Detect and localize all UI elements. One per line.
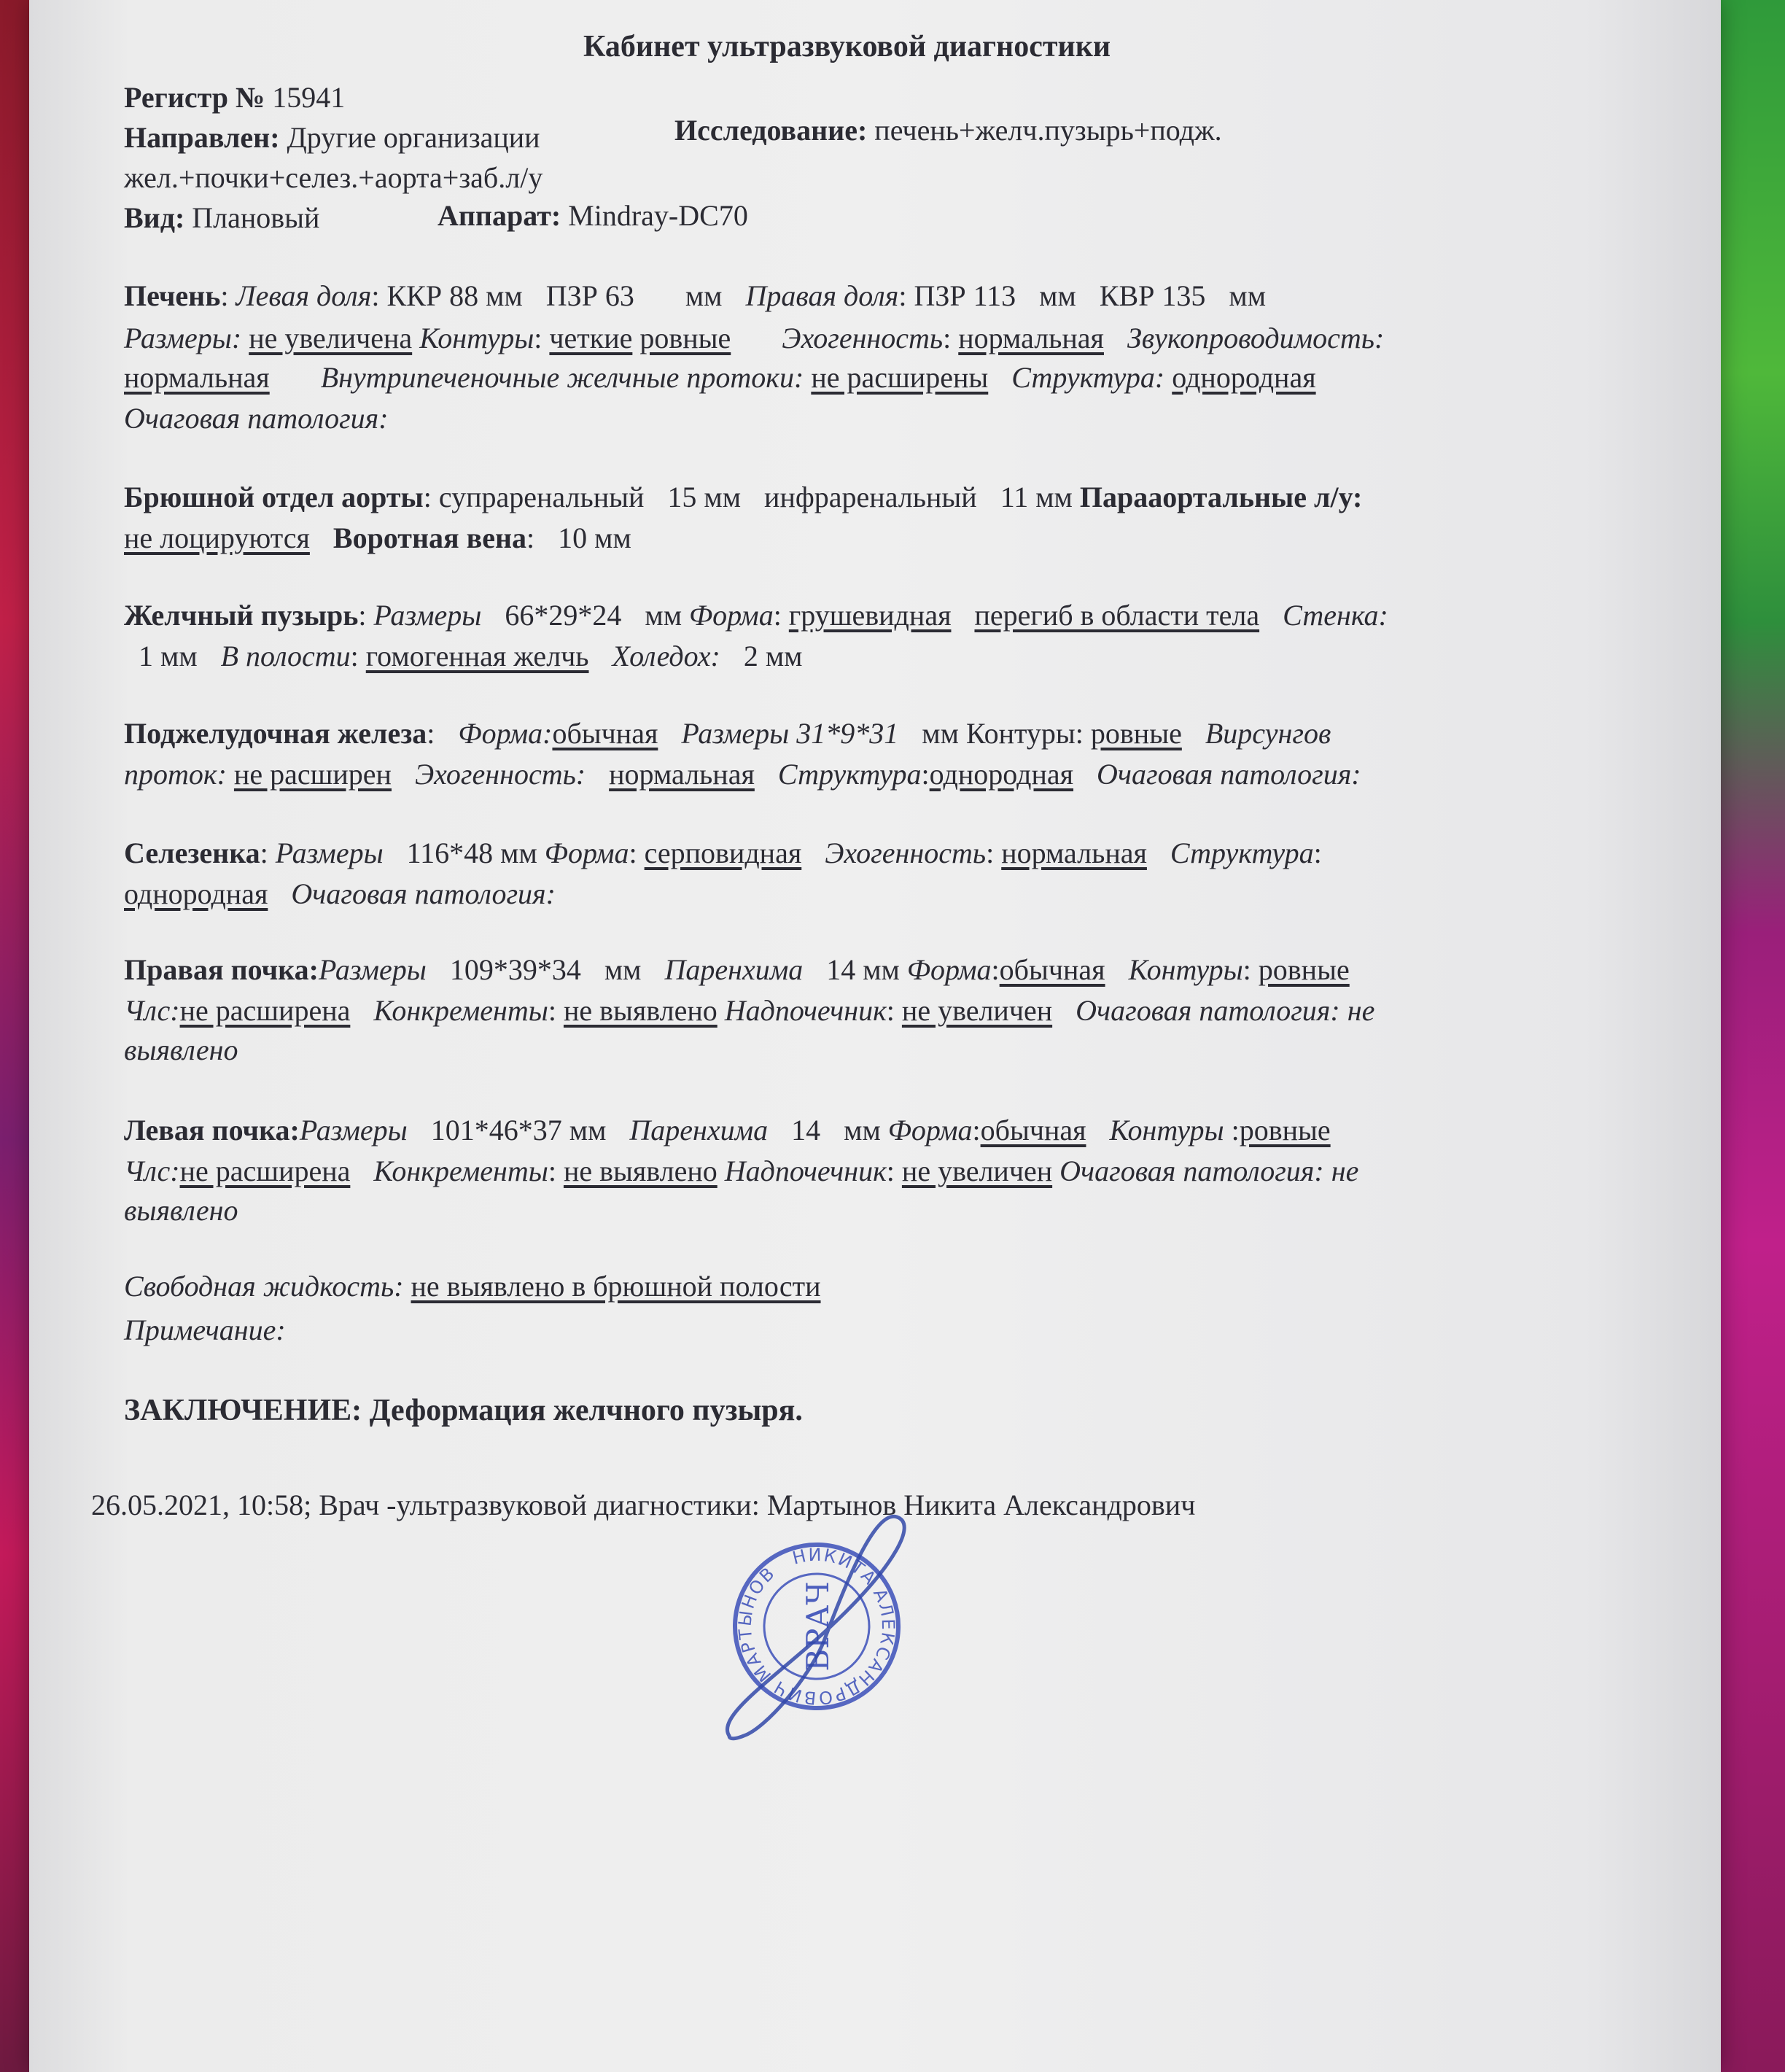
liver-echo-label: Эхогенность <box>782 322 944 354</box>
pancreas-contours-label: Контуры: <box>965 717 1084 750</box>
right-kidney-form-label: Форма <box>906 953 992 986</box>
unit-mm: мм <box>500 837 537 869</box>
aorta-line-2: не лоцируются Воротная вена: 10 мм <box>124 521 631 554</box>
left-kidney-focal-value: не <box>1331 1155 1359 1187</box>
spleen-focal-label: Очаговая патология: <box>291 877 556 910</box>
portal-vein-value: 10 <box>558 521 588 554</box>
unit-mm: мм <box>1035 481 1073 513</box>
liver-focal-label: Очаговая патология: <box>124 402 389 435</box>
conclusion-value: Деформация желчного пузыря. <box>369 1394 803 1427</box>
right-kidney-line-1: Правая почка:Размеры 109*39*34 мм Паренхима 14 мм Форма:обычная Контуры: ровные <box>124 953 1350 986</box>
right-kidney-contours-value: ровные <box>1258 953 1350 986</box>
aorta-supra-label: супраренальный <box>438 481 645 513</box>
right-kidney-sizes-value: 109*39*34 <box>449 953 581 986</box>
study-label: Исследование: <box>674 114 868 147</box>
pancreas-form-label: Форма: <box>458 717 553 750</box>
liver-sound-value: нормальная <box>124 361 270 394</box>
aorta-line-1: Брюшной отдел аорты: супраренальный 15 мм инфраренальный 11 мм Парааортальные л/у: <box>124 481 1363 513</box>
study-value-1: печень+желч.пузырь+подж. <box>874 114 1222 147</box>
liver-structure-value: однородная <box>1172 361 1316 394</box>
pancreas-sizes-value: 31*9*31 <box>796 717 899 750</box>
right-kidney-parenchyma-value: 14 <box>826 953 856 986</box>
choledoch-label: Холедох: <box>612 640 720 672</box>
gallbladder-form-label: Форма <box>689 599 774 632</box>
right-kidney-focal-value: не <box>1347 994 1375 1027</box>
device-label: Аппарат: <box>438 199 561 232</box>
liver-line-4 <box>124 401 389 436</box>
study-line-2 <box>124 160 542 195</box>
doctor-stamp <box>700 1495 933 1758</box>
device-line <box>438 198 748 233</box>
unit-mm: мм <box>594 521 631 554</box>
unit-mm: мм <box>604 953 642 986</box>
left-kidney-contours-value: ровные <box>1239 1114 1331 1146</box>
gallbladder-cavity-value: гомогенная желчь <box>365 640 589 672</box>
spleen-form-value: серповидная <box>644 837 802 869</box>
unit-mm: мм <box>569 1114 607 1146</box>
note-label: Примечание: <box>124 1314 286 1346</box>
right-kidney-focal-label: Очаговая патология: <box>1076 994 1340 1027</box>
left-kidney-line-3 <box>124 1193 238 1228</box>
choledoch-value: 2 <box>743 640 758 672</box>
unit-mm: мм <box>1039 279 1076 312</box>
pancreas-sizes-label: Размеры <box>681 717 790 750</box>
conclusion-label: ЗАКЛЮЧЕНИЕ: <box>124 1394 362 1427</box>
free-fluid-value: не выявлено в брюшной полости <box>411 1270 821 1303</box>
unit-mm: мм <box>685 279 723 312</box>
liver-ducts-label: Внутрипеченочные желчные протоки: <box>320 361 804 394</box>
unit-mm: мм <box>704 481 742 513</box>
device-value: Mindray-DC70 <box>568 199 748 232</box>
liver-line-1: Печень: Левая доля: ККР 88 мм ПЗР 63 мм Правая доля: ПЗР 113 мм КВР 135 мм <box>124 279 1266 312</box>
left-kidney-focal-label: Очаговая патология: <box>1059 1155 1324 1187</box>
pzr-label: ПЗР <box>545 279 598 312</box>
right-kidney-line-3 <box>124 1033 238 1068</box>
pzr-left-value: 63 <box>604 279 634 312</box>
pancreas-echo-value: нормальная <box>609 758 755 791</box>
type-label: Вид: <box>124 201 185 234</box>
liver-contours-value-1: четкие <box>549 322 633 354</box>
left-kidney-parenchyma-value: 14 <box>791 1114 821 1146</box>
left-kidney-focal-value-2: выявлено <box>124 1194 238 1227</box>
right-kidney-focal-value-2: выявлено <box>124 1033 238 1066</box>
left-kidney-line-1: Левая почка:Размеры 101*46*37 мм Паренхима 14 мм Форма:обычная Контуры :ровные <box>124 1114 1331 1146</box>
pancreas-label: Поджелудочная железа <box>124 717 427 750</box>
pancreas-structure-label: Структура <box>777 758 922 791</box>
pancreas-line-1: Поджелудочная железа: Форма:обычная Размеры 31*9*31 мм Контуры: ровные Вирсунгов <box>124 717 1331 750</box>
liver-line-2: Размеры: не увеличена Контуры: четкие ровные Эхогенность: нормальная Звукопроводимость: <box>124 322 1385 354</box>
right-kidney-sizes-label: Размеры <box>318 953 427 986</box>
unit-mm: мм <box>486 279 523 312</box>
gallbladder-line-1: Желчный пузырь: Размеры 66*29*24 мм Форма: грушевидная перегиб в области тела Стенка: <box>124 599 1388 632</box>
kvr-value: 135 <box>1162 279 1206 312</box>
gallbladder-sizes-label: Размеры <box>373 599 482 632</box>
unit-mm: мм <box>922 717 959 750</box>
gallbladder-cavity-label: В полости <box>220 640 351 672</box>
type-value: Плановый <box>192 201 320 234</box>
left-kidney-contours-label: Контуры <box>1109 1114 1224 1146</box>
liver-sound-label: Звукопроводимость: <box>1127 322 1385 354</box>
left-kidney-sizes-label: Размеры <box>299 1114 408 1146</box>
register-label: Регистр № <box>124 81 265 114</box>
liver-structure-label: Структура: <box>1011 361 1165 394</box>
free-fluid-line <box>124 1269 821 1304</box>
referral-label: Направлен: <box>124 121 280 154</box>
spleen-structure-value: однородная <box>124 877 268 910</box>
pancreas-contours-value: ровные <box>1090 717 1182 750</box>
spleen-sizes-label: Размеры <box>275 837 384 869</box>
spleen-form-label: Форма <box>544 837 629 869</box>
register-line <box>124 80 345 115</box>
liver-right-lobe-label: Правая доля <box>745 279 899 312</box>
liver-line-3 <box>124 360 1316 395</box>
spleen-structure-label: Структура <box>1170 837 1314 869</box>
conclusion-line <box>124 1393 803 1428</box>
left-kidney-sizes-value: 101*46*37 <box>430 1114 562 1146</box>
pancreas-line-2: проток: не расширен Эхогенность: нормальная Структура:однородная Очаговая патология: <box>124 758 1361 791</box>
spleen-sizes-value: 116*48 <box>406 837 494 869</box>
right-kidney-chls-label: Члс: <box>124 994 180 1027</box>
right-kidney-label: Правая почка: <box>124 953 319 986</box>
type-line <box>124 201 319 236</box>
gallbladder-form-value: грушевидная <box>788 599 952 632</box>
left-kidney-chls-value: не расширена <box>179 1155 351 1187</box>
left-kidney-stones-label: Конкременты <box>373 1155 548 1187</box>
gallbladder-line-2: 1 мм В полости: гомогенная желчь Холедох: 2 мм <box>139 640 803 672</box>
liver-contours-value-2: ровные <box>639 322 731 354</box>
right-kidney-contours-label: Контуры <box>1128 953 1243 986</box>
pancreas-focal-label: Очаговая патология: <box>1097 758 1361 791</box>
pzr-label: ПЗР <box>914 279 966 312</box>
spleen-line-1: Селезенка: Размеры 116*48 мм Форма: серповидная Эхогенность: нормальная Структура: <box>124 837 1322 869</box>
report-datetime: 26.05.2021, 10:58; <box>91 1489 312 1521</box>
spleen-echo-label: Эхогенность <box>825 837 987 869</box>
aorta-label: Брюшной отдел аорты <box>124 481 424 513</box>
stamp-center-text: ВРАЧ <box>800 1581 836 1672</box>
left-kidney-parenchyma-label: Паренхима <box>629 1114 769 1146</box>
gallbladder-sizes-value: 66*29*24 <box>505 599 622 632</box>
right-kidney-chls-value: не расширена <box>179 994 351 1027</box>
spleen-line-2 <box>124 877 556 912</box>
free-fluid-label: Свободная жидкость: <box>124 1270 404 1303</box>
aorta-infra-label: инфраренальный <box>764 481 977 513</box>
left-kidney-chls-label: Члс: <box>124 1155 180 1187</box>
pzr-right-value: 113 <box>973 279 1016 312</box>
pancreas-duct-label: Вирсунгов <box>1205 717 1331 750</box>
unit-mm: мм <box>863 953 900 986</box>
right-kidney-stones-value: не выявлено <box>563 994 718 1027</box>
note-line <box>124 1313 286 1348</box>
left-kidney-line-2: Члс:не расширена Конкременты: не выявлено Надпочечник: не увеличен Очаговая патология: не <box>124 1155 1359 1187</box>
liver-sizes-label: Размеры: <box>124 322 242 354</box>
left-kidney-form-label: Форма <box>887 1114 973 1146</box>
gallbladder-wall-value: 1 <box>139 640 153 672</box>
aorta-infra-value: 11 <box>1000 481 1029 513</box>
pancreas-duct-label-2: проток: <box>124 758 227 791</box>
liver-ducts-value: не расширены <box>811 361 989 394</box>
pancreas-structure-value: однородная <box>929 758 1074 791</box>
pancreas-form-value: обычная <box>552 717 658 750</box>
doctor-label: Врач -ультразвуковой диагностики: <box>319 1489 760 1521</box>
aorta-supra-value: 15 <box>667 481 697 513</box>
footer-line <box>91 1488 1195 1523</box>
left-kidney-form-value: обычная <box>980 1114 1086 1146</box>
kkr-value: 88 <box>449 279 479 312</box>
unit-mm: мм <box>160 640 198 672</box>
liver-echo-value: нормальная <box>958 322 1104 354</box>
spleen-label: Селезенка <box>124 837 260 869</box>
gallbladder-bend: перегиб в области тела <box>974 599 1260 632</box>
unit-mm: мм <box>844 1114 881 1146</box>
unit-mm: мм <box>645 599 682 632</box>
spleen-echo-value: нормальная <box>1001 837 1147 869</box>
kvr-label: КВР <box>1099 279 1155 312</box>
left-kidney-stones-value: не выявлено <box>563 1155 718 1187</box>
study-value-2: жел.+почки+селез.+аорта+заб.л/у <box>124 161 543 194</box>
stamp-ring-text: НИКИТА АЛЕКСАНДРОВИЧ МАРТЫНОВ <box>734 1544 899 1709</box>
referral-line <box>124 120 540 155</box>
left-kidney-label: Левая почка: <box>124 1114 300 1146</box>
study-line <box>674 113 1222 148</box>
paraaortal-value: не лоцируются <box>124 521 310 554</box>
right-kidney-parenchyma-label: Паренхима <box>664 953 804 986</box>
doctor-name: Мартынов Никита Александрович <box>766 1489 1196 1521</box>
paraaortal-label: Парааортальные л/у: <box>1079 481 1363 513</box>
portal-vein-label: Воротная вена <box>332 521 527 554</box>
unit-mm: мм <box>765 640 803 672</box>
pancreas-duct-value: не расширен <box>233 758 392 791</box>
liver-label: Печень <box>124 279 221 312</box>
liver-contours-label: Контуры <box>419 322 534 354</box>
unit-mm: мм <box>1229 279 1266 312</box>
gallbladder-label: Желчный пузырь <box>124 599 359 632</box>
left-kidney-adrenal-value: не увеличен <box>901 1155 1053 1187</box>
register-value: 15941 <box>272 81 346 114</box>
liver-sizes-value: не увеличена <box>249 322 413 354</box>
liver-left-lobe-label: Левая доля <box>236 279 372 312</box>
gallbladder-wall-label: Стенка: <box>1283 599 1388 632</box>
right-kidney-line-2: Члс:не расширена Конкременты: не выявлено Надпочечник: не увеличен Очаговая патология: не <box>124 994 1375 1027</box>
document-title: Кабинет ультразвуковой диагностики <box>583 30 1111 63</box>
document-page <box>29 0 1721 2072</box>
pancreas-echo-label: Эхогенность: <box>414 758 586 791</box>
kkr-label: ККР <box>386 279 443 312</box>
right-kidney-adrenal-label: Надпочечник <box>724 994 887 1027</box>
right-kidney-adrenal-value: не увеличен <box>901 994 1053 1027</box>
right-kidney-form-value: обычная <box>999 953 1105 986</box>
referral-value: Другие организации <box>287 121 540 154</box>
left-kidney-adrenal-label: Надпочечник <box>724 1155 887 1187</box>
right-kidney-stones-label: Конкременты <box>373 994 548 1027</box>
